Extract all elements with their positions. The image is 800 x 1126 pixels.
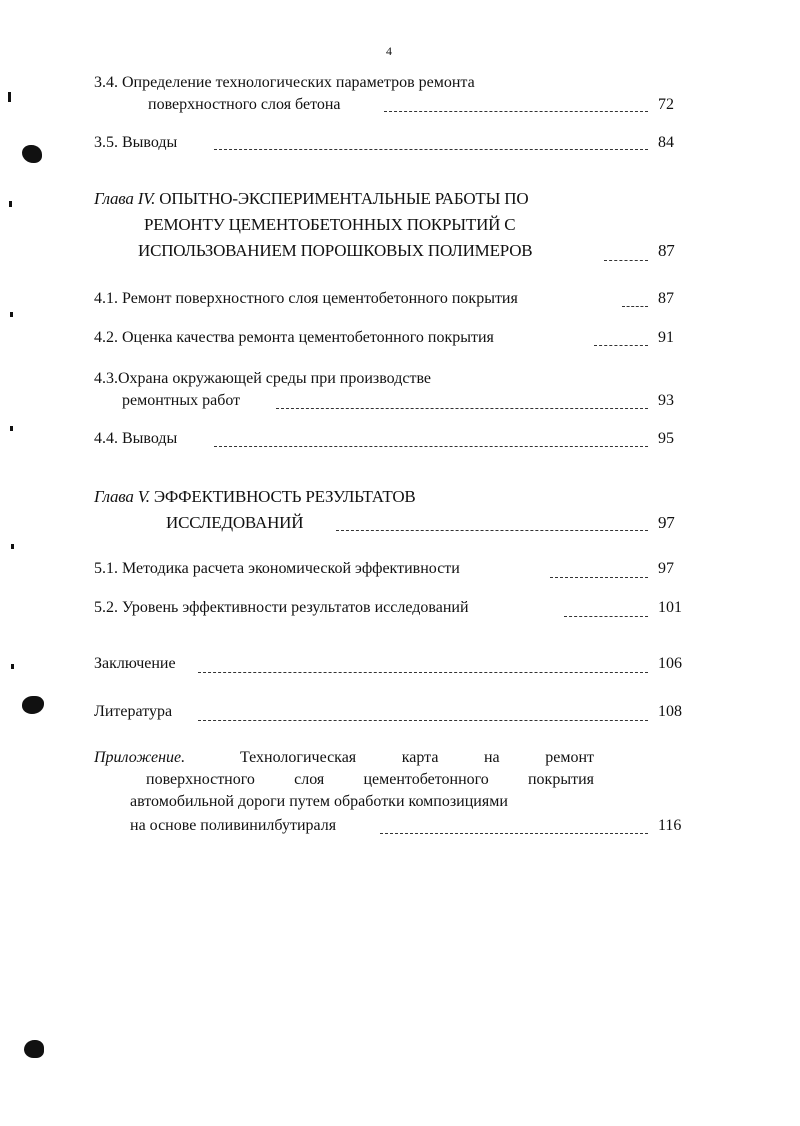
chapter-title-continued: ИССЛЕДОВАНИЙ — [166, 513, 304, 532]
chapter-label: Глава V. — [94, 487, 150, 506]
chapter-heading-line — [94, 484, 416, 510]
chapter-title-continued: ИСПОЛЬЗОВАНИЕМ ПОРОШКОВЫХ ПОЛИМЕРОВ — [138, 241, 533, 260]
toc-page-number: 91 — [658, 329, 674, 346]
toc-page-number: 106 — [658, 655, 682, 672]
toc-entry-title-continued: на основе поливинилбутираля — [130, 817, 337, 834]
toc-page-number: 95 — [658, 430, 674, 447]
dot-leader — [198, 672, 648, 673]
dot-leader — [604, 260, 648, 261]
toc-entry-title: 4.1. Ремонт поверхностного слоя цементобетонного покрытия — [94, 290, 518, 307]
dot-leader — [336, 530, 648, 531]
toc-page-number: 87 — [658, 241, 675, 260]
page-number: 4 — [386, 44, 392, 58]
dot-leader — [380, 833, 648, 834]
toc-entry-title: 3.5. Выводы — [94, 134, 178, 151]
toc-page-number: 97 — [658, 560, 674, 577]
toc-entry-title: 5.2. Уровень эффективности результатов исследований — [94, 599, 469, 616]
chapter-heading-line — [94, 186, 528, 212]
dot-leader — [564, 616, 648, 617]
toc-page-number: 108 — [658, 703, 682, 720]
appendix-label: Приложение. — [94, 749, 186, 766]
toc-page-number: 84 — [658, 134, 674, 151]
dot-leader — [384, 111, 648, 112]
dot-leader — [214, 446, 648, 447]
toc-page-number: 116 — [658, 817, 682, 834]
dot-leader — [276, 408, 648, 409]
dot-leader — [198, 720, 648, 721]
toc-entry-title-continued: поверхностного слоя бетона — [148, 96, 341, 113]
dot-leader — [622, 306, 648, 307]
chapter-title: ЭФФЕКТИВНОСТЬ РЕЗУЛЬТАТОВ — [153, 487, 416, 506]
toc-entry-title-continued: ремонтных работ — [122, 392, 241, 409]
toc-entry-title: 4.3.Охрана окружающей среды при производстве — [94, 370, 431, 387]
chapter-title-continued: РЕМОНТУ ЦЕМЕНТОБЕТОННЫХ ПОКРЫТИЙ С — [144, 215, 516, 234]
chapter-title: ОПЫТНО-ЭКСПЕРИМЕНТАЛЬНЫЕ РАБОТЫ ПО — [159, 189, 529, 208]
toc-page-number: 97 — [658, 513, 675, 532]
toc-entry-title: Заключение — [94, 655, 176, 672]
toc-entry-title: 3.4. Определение технологических параметров ремонта — [94, 74, 475, 91]
chapter-label: Глава IV. — [94, 189, 156, 208]
toc-page-number: 101 — [658, 599, 682, 616]
dot-leader — [594, 345, 648, 346]
dot-leader — [214, 149, 648, 150]
toc-entry-title-continued: автомобильной дороги путем обработки композициями — [130, 793, 508, 810]
toc-entry-title: Технологическая карта на ремонт — [240, 749, 594, 766]
toc-entry-title: 4.4. Выводы — [94, 430, 178, 447]
toc-entry-title: Литература — [94, 703, 173, 720]
toc-page-number: 87 — [658, 290, 674, 307]
toc-page-number: 72 — [658, 96, 674, 113]
dot-leader — [550, 577, 648, 578]
toc-page-number: 93 — [658, 392, 674, 409]
toc-entry-title-continued: поверхностного слоя цементобетонного покрытия — [146, 771, 594, 788]
toc-entry-title: 5.1. Методика расчета экономической эффективности — [94, 560, 460, 577]
toc-entry-title: 4.2. Оценка качества ремонта цементобетонного покрытия — [94, 329, 494, 346]
